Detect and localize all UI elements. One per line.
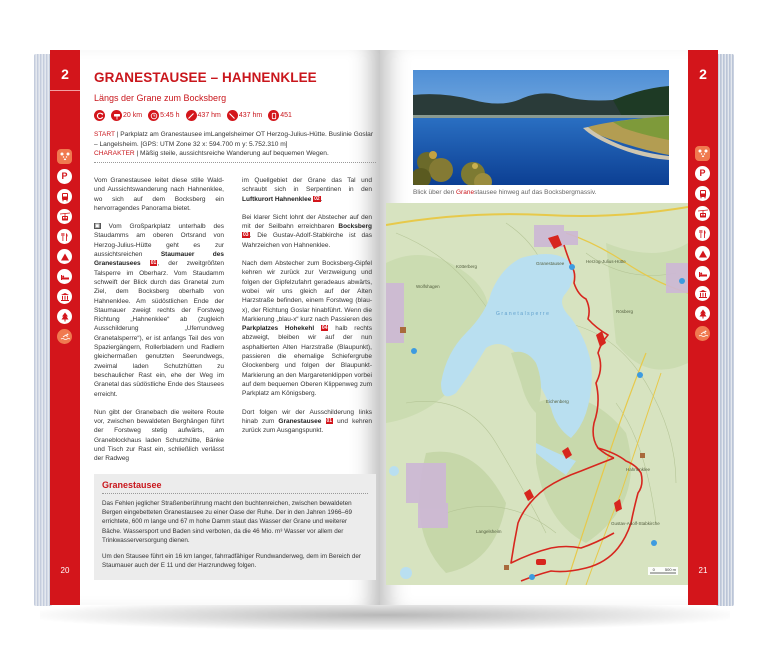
- chapter-number: 2: [61, 66, 69, 82]
- waypoint-01-marker: 01: [150, 260, 157, 267]
- photo-caption: Blick über den Granestausee hinweg auf das Bocksbergmassiv.: [413, 189, 597, 196]
- camera-marker-icon: ▣: [95, 223, 100, 230]
- start-text: | Parkplatz am Granestausee imLangelsheimer OT Herzog-Julius-Hütte. Buslinie Goslar – Langelsheim. [GPS: UTM Zone 32 x: 594.700 m y: 5.752.310 m]: [94, 131, 374, 148]
- tour-title: GRANESTAUSEE – HAHNENKLEE: [94, 70, 317, 85]
- svg-text:Rösberg: Rösberg: [616, 309, 634, 314]
- info-box-title: Granestausee: [102, 480, 368, 494]
- open-guidebook: [34, 50, 734, 605]
- bed-icon: [57, 269, 72, 284]
- lake-photo: [413, 70, 669, 185]
- character-label: CHARAKTER: [94, 150, 135, 158]
- fact-descent: [227, 110, 262, 121]
- fact-map-sheet-value: 451: [280, 112, 292, 119]
- restaurant-icon: [695, 226, 710, 241]
- tree-icon: [57, 309, 72, 324]
- clock-icon: [148, 110, 159, 121]
- text-column-1: [94, 176, 224, 473]
- chapter-tab-left: [50, 50, 80, 605]
- svg-text:Kötterberg: Kötterberg: [456, 264, 478, 269]
- camping-icon: [695, 246, 710, 261]
- museum-icon: [57, 289, 72, 304]
- fact-distance-value: 20 km: [123, 112, 143, 119]
- svg-text:Granestausee: Granestausee: [536, 261, 565, 266]
- museum-icon: [695, 286, 710, 301]
- right-page: [380, 50, 718, 605]
- feature-icons-left: [57, 149, 73, 349]
- page-number-left: 20: [60, 566, 70, 575]
- waypoint-03-marker: 03: [243, 232, 249, 239]
- svg-text:Granetalsperre: Granetalsperre: [496, 311, 551, 317]
- svg-text:Hahnenklee: Hahnenklee: [626, 467, 651, 472]
- info-box: [94, 474, 376, 580]
- svg-text:Eichenberg: Eichenberg: [546, 399, 569, 404]
- route-paragraph-5: Nach dem Abstecher zum Bocksberg-Gipfel kehren wir zurück zur Verzweigung und folgen der Gipfelzufahrt geradeaus abwärts, wobei wir uns gleich auf der Alten Harzstraße befinden, einem Forstweg (blau-x), der Richtung Goslar hinabführt. Wenn die Markierung „blau-x“ kurz nach Passieren des Parkplatzes Hohekehl 04 halb rechts abzweigt, bleiben wir auf der nun asphaltierten Alten Harzstraße (Blaupunkt), passieren die ehemalige Schiefergrube Glockenberg und folgen der Blaupunkt-Markierung an den Margaretenklippen vorbei auf dem bequemen Oberen Klippenweg zum Parkplatz am Königsberg.: [242, 260, 372, 398]
- route-paragraph-1: ▣ Vom Großparkplatz unterhalb des Staudamms am oberen Ortsrand von Herzog-Julius-Hütte geht es zur aussichtsreichen Staumauer des Granestausees 01, der zweitgrößten Talsperre im Oberharz. Vom Staudamm schweift der Blick durch das Granetal zum Ziel, dem Bocksberg oberhalb von Hahnenklee. Am südöstlichen Ende der Staumauer zweigt rechts der Forstweg Richtung „Hahnenklee“ ab (zugleich Ausschilderung „Uferrundweg Granetalsperre“), er ist anfangs Teil des von Spaziergängern, Rollerbladern und Radlern gleichermaßen genutzten Seerundwegs, zweimal laden Schutzhütten zu beschaulicher Rast ein, ehe der Weg im Granetal das südöstliche Ende des Stausees erreicht.: [94, 223, 224, 398]
- map-scale-label: 0 500 m: [652, 567, 676, 572]
- chapter-tab-right: [688, 50, 718, 605]
- tour-facts: [94, 110, 292, 121]
- bear-icon: [695, 146, 710, 161]
- route-paragraph-2: Nun gibt der Granebach die weitere Route vor, zwischen bewaldeten Berghängen führt der Forstweg stetig aufwärts, am Graneblockhaus laden Schutzhütte, Bänke und Tisch zur Rast ein, schließlich verlässt der Radweg: [94, 408, 224, 463]
- fact-distance: [111, 110, 142, 121]
- route-map: [386, 203, 688, 585]
- svg-text:Herzog-Julius-Hütte: Herzog-Julius-Hütte: [586, 259, 626, 264]
- tree-icon: [695, 306, 710, 321]
- waypoint-01-marker: 01: [326, 417, 333, 424]
- chapter-number-right: 2: [699, 66, 707, 82]
- feature-icons-right: [695, 146, 711, 346]
- intro-paragraph: Vom Granestausee leitet diese stille Wald- und Aussichtswanderung nach Hahnenklee, wo sich auf dem Bocksberg ein hervorragendes Panorama bietet.: [94, 177, 224, 212]
- bus-icon: [695, 186, 710, 201]
- text-column-2: [242, 176, 372, 444]
- start-label: START: [94, 131, 115, 138]
- ascent-icon: [186, 110, 197, 121]
- parking-icon: P: [57, 169, 72, 184]
- parking-icon: P: [695, 166, 710, 181]
- swimming-icon: [695, 326, 710, 341]
- tour-subtitle: Längs der Grane zum Bocksberg: [94, 93, 227, 103]
- svg-text:Gustav-Adolf-Stabkirche: Gustav-Adolf-Stabkirche: [611, 521, 660, 526]
- svg-text:Wolfshagen: Wolfshagen: [416, 284, 440, 289]
- cable-car-icon: [695, 206, 710, 221]
- bed-icon: [695, 266, 710, 281]
- info-box-paragraph-2: Um den Stausee führt ein 16 km langer, fahrradfähiger Rundwanderweg, dem im Bereich der Staumauer auch der E 11 und der Harzrundweg folgen.: [102, 553, 362, 570]
- start-info: [94, 130, 376, 149]
- waypoint-04-marker: 04: [321, 325, 328, 332]
- character-info: [94, 149, 376, 159]
- waypoint-02-marker: 02: [314, 195, 320, 202]
- fact-duration-value: 5:45 h: [160, 112, 180, 119]
- bus-icon: [57, 189, 72, 204]
- route-paragraph-6: Dort folgen wir der Ausschilderung links hinab zum Granestausee 01 und kehren zurück zum Ausgangspunkt.: [242, 408, 372, 435]
- fact-ascent: [186, 110, 221, 121]
- restaurant-icon: [57, 229, 72, 244]
- page-stack-right: [716, 54, 734, 606]
- chapter-divider: [50, 90, 80, 91]
- loop-route-icon: [94, 110, 105, 121]
- fact-ascent-value: 437 hm: [197, 112, 221, 119]
- cable-car-icon: [57, 209, 72, 224]
- info-box-paragraph-1: Das Fehlen jeglicher Straßenberührung macht den buchtenreichen, zwischen bewaldeten Bergen eingebetteten Granestausee zu einer Oase der Ruhe. Der in den Jahren 1966–69 errichtete, 600 m lange und 67 m hohe Damm staut das Wasser der Grane und weiterer Bäche. Wassersport und Baden sind verboten, da die 46 Mio. m³ Wasser vor allem der Trinkwasserversorgung dienen.: [102, 500, 352, 544]
- character-text: | Mäßig steile, aussichtsreiche Wanderung auf bequemen Wegen.: [134, 150, 329, 158]
- swimming-icon: [57, 329, 72, 344]
- signpost-icon: [111, 110, 122, 121]
- fact-loop: [94, 110, 105, 121]
- map-sheet-icon: [268, 110, 279, 121]
- svg-text:Langelsheim: Langelsheim: [476, 529, 502, 534]
- fact-duration: [148, 110, 179, 121]
- left-page: [50, 50, 380, 605]
- route-paragraph-3: im Quellgebiet der Grane das Tal und schraubt sich in Serpentinen in den Luftkurort Hahnenklee 02.: [242, 177, 372, 203]
- camping-icon: [57, 249, 72, 264]
- fact-descent-value: 437 hm: [238, 112, 263, 119]
- tour-info: [94, 130, 376, 159]
- descent-icon: [227, 110, 238, 121]
- route-paragraph-4: Bei klarer Sicht lohnt der Abstecher auf den mit der Seilbahn erreichbaren Bocksberg 03. Die Gustav-Adolf-Stabkirche ist das Wahrzeichen von Hahnenklee.: [242, 213, 372, 249]
- page-number-right: 21: [698, 566, 708, 575]
- fact-map-sheet: [268, 110, 292, 121]
- bear-icon: [57, 149, 72, 164]
- info-divider: [94, 162, 376, 163]
